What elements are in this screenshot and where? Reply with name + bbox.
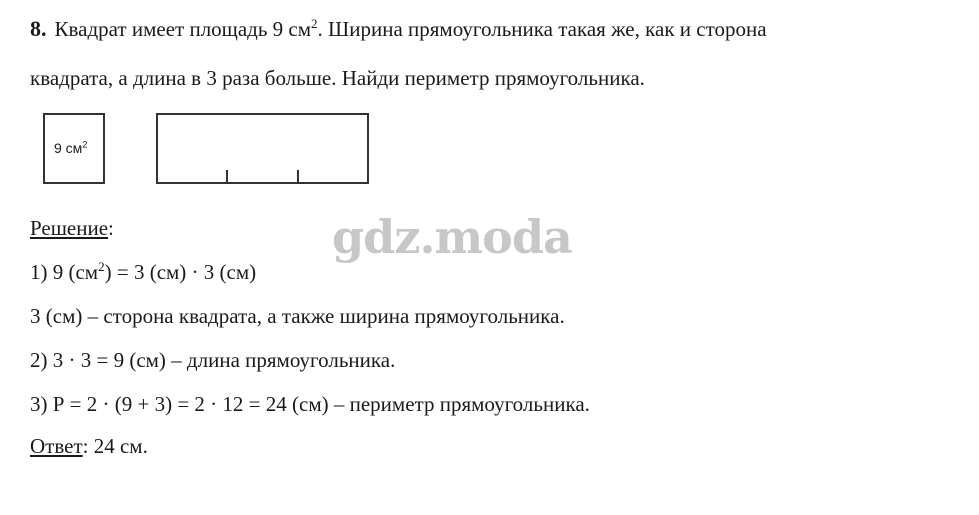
- step1-text: 1) 9 (см: [30, 260, 99, 284]
- answer-value: : 24 см.: [82, 434, 148, 458]
- solution-step-1: [30, 259, 257, 284]
- problem-text-1: Квадрат имеет площадь 9 см: [54, 17, 312, 41]
- answer-label: Ответ: [30, 434, 83, 458]
- problem-text-2: квадрата, а длина в 3 раза больше. Найди периметр прямоугольника.: [30, 66, 645, 90]
- solution-step-3: 3) Р = 2 · (9 + 3) = 2 · 12 = 24 (см) – периметр прямоугольника.: [30, 392, 590, 416]
- problem-line-1: [30, 18, 767, 40]
- problem-number: 8.: [30, 16, 47, 41]
- step1-text-cont: ) = 3 (см) · 3 (см): [104, 260, 257, 284]
- square-figure: [43, 113, 105, 184]
- problem-line-2: [30, 68, 645, 89]
- step1-superscript: 2: [98, 259, 105, 274]
- solution-heading: [30, 218, 114, 239]
- watermark: gdz.moda: [332, 210, 572, 264]
- solution-heading-colon: :: [108, 216, 114, 240]
- solution-step-2: 2) 3 · 3 = 9 (см) – длина прямоугольника.: [30, 348, 396, 372]
- rectangle-figure: [156, 113, 369, 184]
- rect-tick-1: [226, 170, 228, 182]
- problem-text-1-cont: . Ширина прямоугольника такая же, как и сторона: [317, 17, 767, 41]
- superscript: 2: [311, 16, 318, 31]
- answer-line: [30, 436, 148, 457]
- rect-tick-2: [297, 170, 299, 182]
- solution-note: 3 (см) – сторона квадрата, а также ширина прямоугольника.: [30, 304, 565, 328]
- solution-heading-text: Решение: [30, 216, 109, 240]
- square-label: 9 $см^2$: [54, 139, 88, 156]
